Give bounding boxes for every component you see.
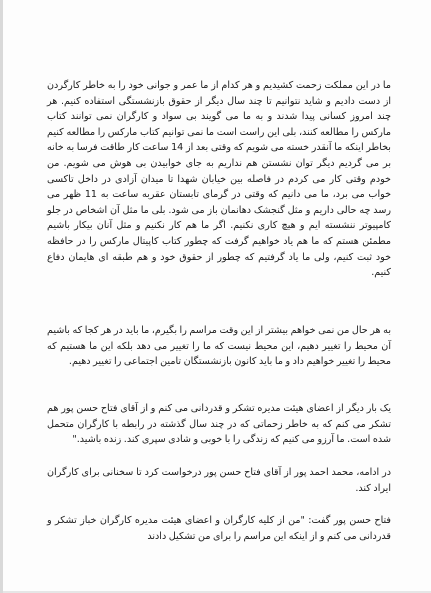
paragraph-workers-hardship: ما در این مملکت زحمت کشیدیم و هر کدام از ما عمر و جوانی خود را به خاطر کارگردن از دست دادیم و شاید نتوانیم تا چند سال دیگر از حقوق بازنشستگی استفاده کنیم. هر چند امروز کسانی پیدا شدند و به ما می گویند بی سواد و کارگران نمی توانند کتاب مارکس را مطالعه کنند، بلی این راست است ما نمی توانیم کتاب مارکس را مطالعه کنیم بخاطر اینکه ما آنقدر خسته می شویم که وقتی بعد از 14 ساعت کار طاقت فرسا به خانه بر می گردیم دیگر توان نشستن هم نداریم به جای خوابیدن بی هوش می شویم. من خودم وقتی کار می کردم در فاصله بین خیابان شهدا تا میدان آزادی در داخل تاکسی خواب می برد، ما می دانیم که وقتی در گرمای تابستان عقربه ساعت به 11 ظهر می رسد چه حالی داریم و مثل گنجشک دهانمان باز می شود. بلی ما مثل آن اشخاص در جلو کامپیوتر ننشسته ایم و هیچ کاری نکنیم. اگر ما هم کار نکنیم و مثل آنان بیکار باشیم مطمئن هستم که ما هم یاد خواهیم گرفت که چطور کتاب کاپیتال مارکس را در حافظه خود ثبت کنیم، ولی ما یاد گرفتیم که چطور از حقوق خود و هم طبقه ای هایمان دفاع کنیم. [47,80,391,279]
paragraph-hassanpour-speech: فتاح حسن پور گفت: "من از کلیه کارگران و اعضای هیئت مدیره کارگران خباز تشکر و قدردانی می کنم و از اینکه این مراسم را برای من تشکیل دادند [47,515,391,542]
paragraph-thanks-board: یک بار دیگر از اعضای هیئت مدیره تشکر و قدردانی می کنم و از آقای فتاح حسن پور هم تشکر می کنم که به خاطر زحماتی که در چند سال گذشته در رابطه با کارگران متحمل شده است. ما آرزو می کنیم که زندگی را با خوبی و شادی سپری کند. زنده باشید." [47,403,391,446]
paragraph-invitation-speech: در ادامه، محمد احمد پور از آقای فتاح حسن پور درخواست کرد تا سخنانی برای کارگران ایراد کند. [47,467,391,494]
paragraph-change-environment: به هر حال من نمی خواهم بیشتر از این وقت مراسم را بگیرم، ما باید در هر کجا که باشیم آن محیط را تغییر دهیم، این محیط نیست که ما را تغییر می دهد بلکه این ما هستیم که محیط را تغییر خواهیم داد و ما باید کانون بازنشستگان تامین اجتماعی را تغییر دهیم. [47,325,391,368]
